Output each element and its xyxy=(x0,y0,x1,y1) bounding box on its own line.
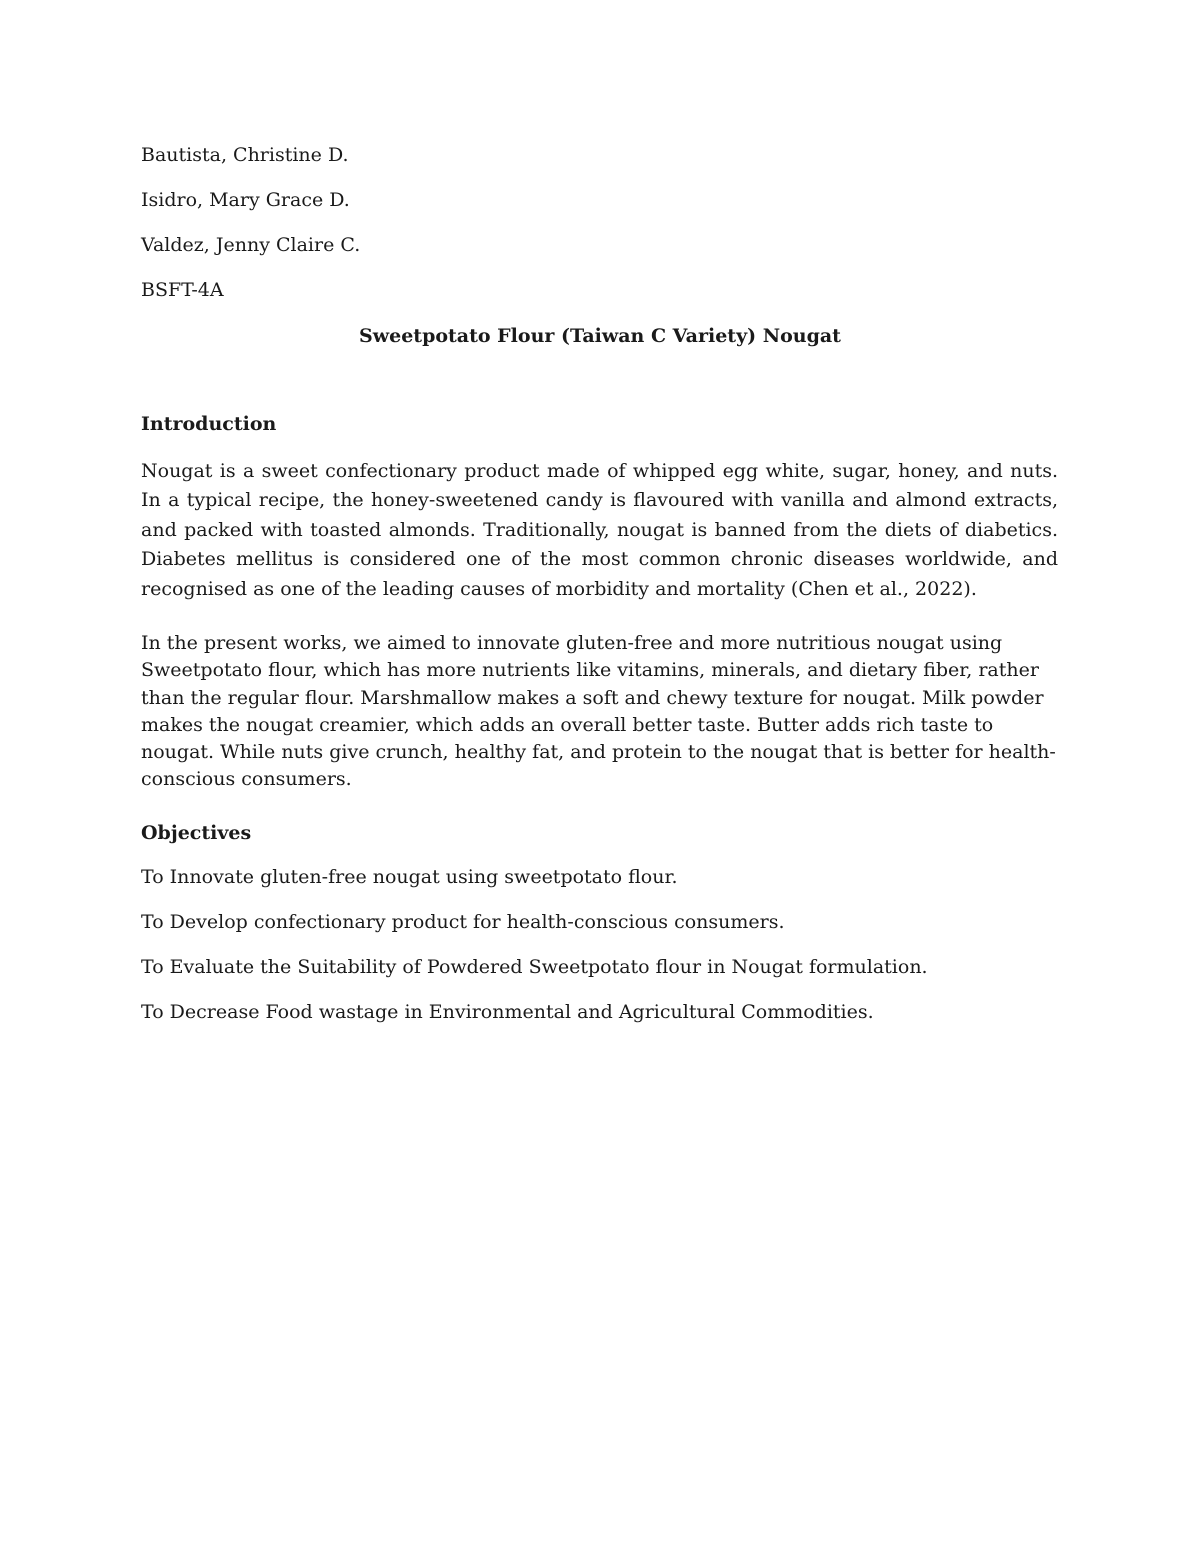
objectives-heading: Objectives xyxy=(141,822,252,844)
document-title: Sweetpotato Flour (Taiwan C Variety) Nougat xyxy=(359,325,841,347)
introduction-paragraph-1: Nougat is a sweet confectionary product made of whipped egg white, sugar, honey, and nuts. In a typical recipe, the honey-sweetened candy is flavoured with vanilla and almond extracts, and packed with toasted almonds. Traditionally, nougat is banned from the diets of diabetics. Diabetes mellitus is considered one of the most common chronic diseases worldwide, and recognised as one of the leading causes of morbidity and mortality (Chen et al., 2022). xyxy=(141,460,1058,600)
introduction-paragraph-2: In the present works, we aimed to innovate gluten-free and more nutritious nougat using Sweetpotato flour, which has more nutrients like vitamins, minerals, and dietary fiber, rather than the regular flour. Marshmallow makes a soft and chewy texture for nougat. Milk powder makes the nougat creamier, which adds an overall better taste. Butter adds rich taste to nougat. While nuts give crunch, healthy fat, and protein to the nougat that is better for health-conscious consumers. xyxy=(141,632,1056,791)
objective-item: To Innovate gluten-free nougat using sweetpotato flour. xyxy=(141,866,678,888)
objective-item: To Decrease Food wastage in Environmental and Agricultural Commodities. xyxy=(141,1001,874,1023)
objective-item: To Develop confectionary product for health-conscious consumers. xyxy=(141,911,785,933)
author-name: Bautista, Christine D. xyxy=(141,144,349,166)
author-name: Isidro, Mary Grace D. xyxy=(141,189,350,211)
author-block xyxy=(141,144,360,324)
section-code: BSFT-4A xyxy=(141,279,224,301)
author-name: Valdez, Jenny Claire C. xyxy=(141,234,361,256)
objectives-list xyxy=(141,866,928,1046)
objective-item: To Evaluate the Suitability of Powdered Sweetpotato flour in Nougat formulation. xyxy=(141,956,928,978)
introduction-heading: Introduction xyxy=(141,413,277,435)
